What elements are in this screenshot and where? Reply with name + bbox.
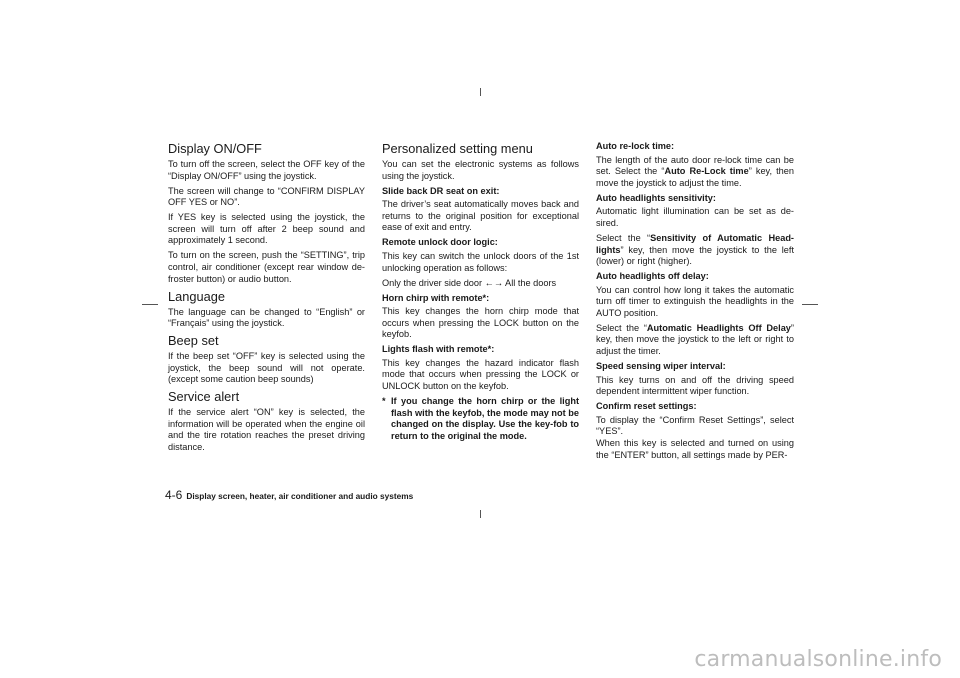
paragraph: The screen will change to “CONFIRM DISPLAY OFF YES or NO”. xyxy=(168,185,365,208)
subheading-lights-flash: Lights flash with remote*: xyxy=(382,344,495,355)
paragraph: You can control how long it takes the automatic turn off timer to extinguish the headlights in the AUTO position. xyxy=(596,284,794,318)
paragraph: The driver’s seat automatically moves back and returns to the original position for exceptional ease of exit and entry. xyxy=(382,199,579,233)
paragraph: To turn on the screen, push the “SETTING”, trip control, air conditioner (except rear window de-froster button) or audio button. xyxy=(168,250,365,284)
subheading-headlight-sensitivity: Auto headlights sensitivity: xyxy=(596,192,716,203)
subheading-wiper-interval: Speed sensing wiper interval: xyxy=(596,361,726,372)
paragraph: This key turns on and off the driving speed dependent intermittent wiper function. xyxy=(596,374,794,397)
paragraph: If YES key is selected using the joystick, the screen will turn off after 2 beep sound and approximately 1 second. xyxy=(168,212,365,246)
key-name: Sensitivity of Automatic Head-lights xyxy=(596,232,794,255)
paragraph: The length of the auto door re-lock time can be set. Select the “Auto Re-Lock time” key, then move the joystick to adjust the time. xyxy=(596,154,794,188)
heading-service-alert: Service alert xyxy=(168,389,240,405)
key-name: Automatic Headlights Off Delay xyxy=(646,322,791,333)
footnote xyxy=(382,396,579,442)
crop-mark-right xyxy=(802,304,818,305)
paragraph: Select the “Sensitivity of Automatic Head-lights” key, then move the joystick to the left (lower) or right (higher). xyxy=(596,232,794,267)
footnote-text: If you change the horn chirp or the light flash with the keyfob, the mode may not be changed on the display. Use the key-fob to return to the original the mode. xyxy=(391,396,579,441)
heading-personalized-setting-menu: Personalized setting menu xyxy=(382,141,533,156)
subheading-remote-unlock: Remote unlock door logic: xyxy=(382,237,498,248)
footnote-mark: * xyxy=(382,396,386,407)
page-footer xyxy=(165,488,413,502)
heading-beep-set: Beep set xyxy=(168,333,219,349)
subheading-horn-chirp: Horn chirp with remote*: xyxy=(382,292,490,303)
crop-mark-bottom xyxy=(480,510,481,518)
paragraph: The language can be changed to “English” or “Français” using the joystick. xyxy=(168,306,365,329)
page-number: 4-6 xyxy=(165,488,183,502)
paragraph: Automatic light illumination can be set as de-sired. xyxy=(596,206,794,228)
heading-display-onoff: Display ON/OFF xyxy=(168,141,262,156)
watermark: carmanualsonline.info xyxy=(694,647,942,672)
paragraph: This key changes the horn chirp mode that occurs when pressing the LOCK button on the keyfob. xyxy=(382,306,579,340)
section-title: Display screen, heater, air conditioner and audio systems xyxy=(186,491,414,501)
paragraph: Select the “Automatic Headlights Off Delay” key, then move the joystick to the left or right to adjust the timer. xyxy=(596,322,794,357)
paragraph: If the service alert “ON” key is selected, the information will be operated when the engine oil and the tire rotation reaches the preset driving distance. xyxy=(168,407,365,453)
paragraph: To display the “Confirm Reset Settings”, select “YES”. xyxy=(596,414,794,437)
paragraph: When this key is selected and turned on using the “ENTER” button, all settings made by PER- xyxy=(596,438,794,460)
paragraph: You can set the electronic systems as follows using the joystick. xyxy=(382,159,579,181)
subheading-auto-relock: Auto re-lock time: xyxy=(596,141,675,151)
subheading-headlight-off-delay: Auto headlights off delay: xyxy=(596,271,709,282)
subheading-slide-back-seat: Slide back DR seat on exit: xyxy=(382,185,500,196)
paragraph: If the beep set “OFF” key is selected using the joystick, the beep sound will not operate. (except some caution beep sounds) xyxy=(168,351,365,385)
paragraph: This key changes the hazard indicator flash mode that occurs when pressing the LOCK or UNLOCK button on the keyfob. xyxy=(382,357,579,392)
heading-language: Language xyxy=(168,288,225,304)
column-right xyxy=(596,141,794,465)
crop-mark-left xyxy=(142,304,158,305)
column-left xyxy=(168,141,365,457)
key-name: Auto Re-Lock time xyxy=(664,166,749,177)
column-middle xyxy=(382,141,579,442)
crop-mark-top xyxy=(480,88,481,96)
paragraph-options: Only the driver side door ←→ All the doors xyxy=(382,277,557,288)
subheading-confirm-reset: Confirm reset settings: xyxy=(596,401,697,412)
paragraph: This key can switch the unlock doors of the 1st unlocking operation as follows: xyxy=(382,250,579,273)
paragraph: To turn off the screen, select the OFF key of the “Display ON/OFF” using the joystick. xyxy=(168,159,365,181)
